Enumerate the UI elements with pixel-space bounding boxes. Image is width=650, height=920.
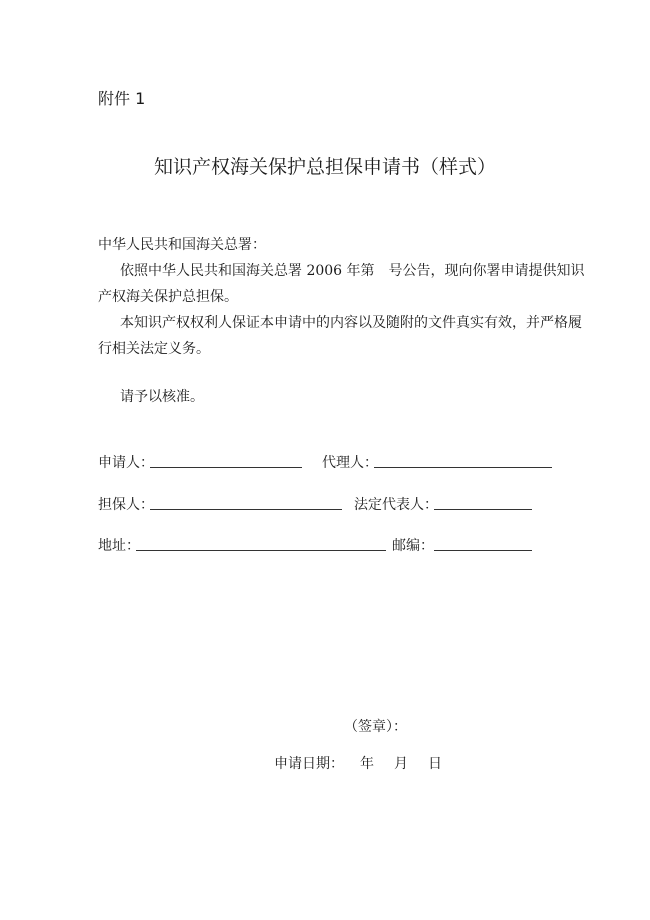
document-title: 知识产权海关保护总担保申请书（样式） <box>153 156 496 178</box>
guarantor-label: 担保人： <box>98 497 154 513</box>
agent-label: 代理人： <box>322 455 378 471</box>
guarantor-field[interactable] <box>150 509 342 510</box>
postcode-field[interactable] <box>434 550 532 551</box>
signature-label: （签章）： <box>344 719 407 735</box>
date-day: 日 <box>428 756 442 772</box>
attachment-label: 附件 1 <box>98 89 146 108</box>
address-label: 地址： <box>98 538 140 554</box>
paragraph-1-line-2: 产权海关保护总担保。 <box>98 289 238 305</box>
date-label: 申请日期： <box>274 756 344 772</box>
address-field[interactable] <box>136 550 386 551</box>
applicant-label: 申请人： <box>98 455 154 471</box>
postcode-label: 邮编： <box>392 538 434 554</box>
paragraph-2-line-2: 行相关法定义务。 <box>98 341 210 357</box>
request-text: 请予以核准。 <box>120 389 204 405</box>
date-year: 年 <box>360 756 374 772</box>
legal-rep-field[interactable] <box>434 509 532 510</box>
date-month: 月 <box>394 756 408 772</box>
agent-field[interactable] <box>374 467 552 468</box>
salutation: 中华人民共和国海关总署： <box>98 237 266 253</box>
applicant-field[interactable] <box>150 467 302 468</box>
legal-rep-label: 法定代表人： <box>354 497 438 513</box>
paragraph-1-line-1: 依照中华人民共和国海关总署 2006 年第 号公告，现向你署申请提供知识 <box>120 263 585 279</box>
paragraph-2-line-1: 本知识产权权利人保证本申请中的内容以及随附的文件真实有效，并严格履 <box>120 315 582 331</box>
